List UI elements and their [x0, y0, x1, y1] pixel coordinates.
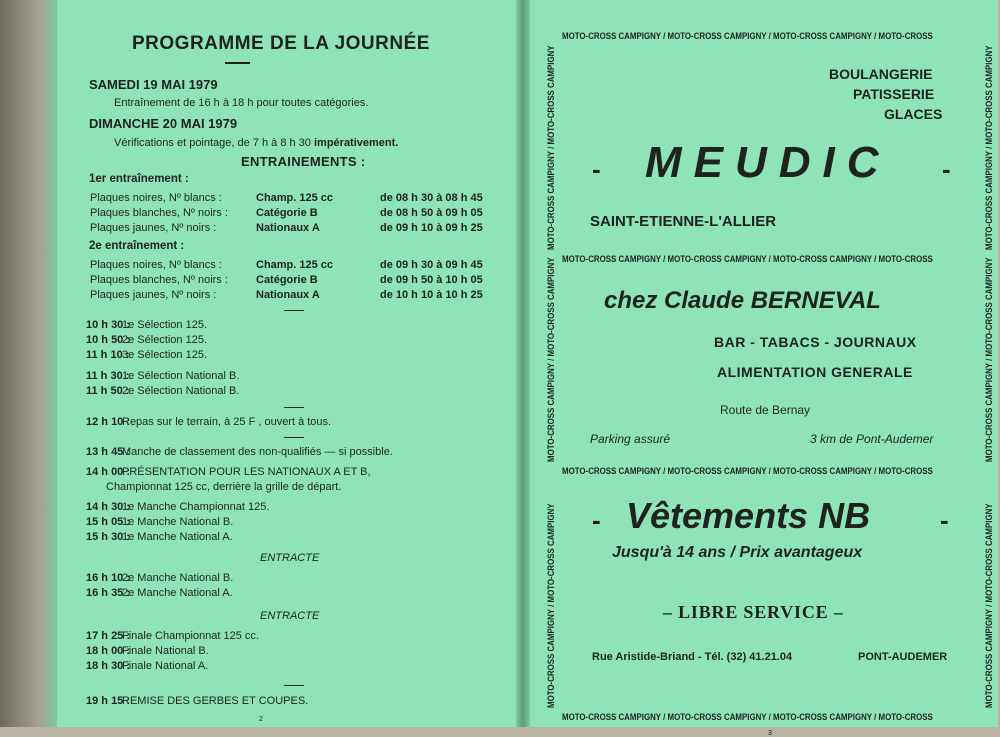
schedule-time: 19 h 15 : [86, 695, 131, 707]
ad2-distance: 3 km de Pont-Audemer [810, 432, 934, 446]
sunday-text-a: Vérifications et pointage, de 7 h à 8 h 30 [114, 137, 314, 149]
schedule-time: 15 h 30 : [86, 531, 131, 543]
training-category: Nationaux A [256, 289, 320, 301]
training-time: de 09 h 50 à 10 h 05 [380, 274, 483, 286]
vband-left-3: MOTO-CROSS CAMPIGNY / MOTO-CROSS CAMPIGNY [546, 503, 556, 708]
training-category: Catégorie B [256, 207, 318, 219]
ad2-name: chez Claude BERNEVAL [604, 287, 881, 314]
meudic-dash-right: - [942, 154, 951, 184]
entracte-1: ENTRACTE [260, 552, 320, 564]
ad3-service-label: LIBRE SERVICE [678, 602, 829, 622]
schedule-event: 1e Manche National B. [122, 516, 234, 528]
ad3-service: – LIBRE SERVICE – [663, 602, 844, 622]
band-3: MOTO-CROSS CAMPIGNY / MOTO-CROSS CAMPIGNY / MOTO-CROSS CAMPIGNY / MOTO-CROSS [562, 466, 933, 476]
training-time: de 08 h 30 à 08 h 45 [380, 192, 483, 204]
vband-left-2: MOTO-CROSS CAMPIGNY / MOTO-CROSS CAMPIGNY [546, 257, 556, 462]
ad3-tagline: Jusqu'à 14 ans / Prix avantageux [612, 544, 863, 561]
saturday-date: SAMEDI 19 MAI 1979 [89, 77, 218, 92]
second-training-heading: 2e entraînement : [89, 240, 185, 252]
schedule-time: 18 h 30 : [86, 660, 131, 672]
ad1-line3: GLACES [884, 106, 943, 122]
separator-3 [284, 437, 304, 438]
page-number-left: 2 [259, 716, 263, 723]
schedule-time: 14 h 30 : [86, 501, 131, 513]
vband-left-1: MOTO-CROSS CAMPIGNY / MOTO-CROSS CAMPIGNY [546, 45, 556, 251]
schedule-event: Championnat 125 cc, derrière la grille de départ. [106, 481, 342, 493]
vet-dash-left: - [592, 505, 601, 535]
ad3-city: PONT-AUDEMER [858, 651, 948, 663]
training-plates: Plaques blanches, Nº noirs : [90, 274, 228, 286]
separator-2 [284, 407, 304, 408]
schedule-event: Finale National A. [122, 660, 209, 672]
entracte-2: ENTRACTE [260, 610, 320, 622]
training-plates: Plaques jaunes, Nº noirs : [90, 289, 217, 301]
ad2-route: Route de Bernay [720, 403, 811, 417]
schedule-time: 16 h 35 : [86, 587, 131, 599]
schedule-event: 2e Sélection 125. [122, 334, 208, 346]
sunday-text [114, 137, 398, 149]
saturday-text: Entraînement de 16 h à 18 h pour toutes catégories. [114, 97, 369, 109]
sunday-text-b: impérativement. [313, 137, 399, 149]
band-2: MOTO-CROSS CAMPIGNY / MOTO-CROSS CAMPIGNY / MOTO-CROSS CAMPIGNY / MOTO-CROSS [562, 254, 933, 264]
training-plates: Plaques blanches, Nº noirs : [90, 207, 228, 219]
schedule-time: 10 h 30 : [86, 319, 131, 331]
schedule-time: 11 h 30 : [86, 370, 130, 382]
schedule-event: 1e Manche National A. [122, 531, 233, 543]
book-gutter [516, 0, 530, 727]
ad2-parking: Parking assuré [590, 432, 671, 446]
training-category: Champ. 125 cc [256, 192, 334, 204]
sunday-date: DIMANCHE 20 MAI 1979 [89, 116, 238, 131]
schedule-event: 2e Manche National B. [122, 572, 234, 584]
left-binding-edge [0, 0, 57, 727]
schedule-event: 2e Manche National A. [122, 587, 233, 599]
meudic-dash-left: - [592, 154, 601, 184]
schedule-time: 18 h 00 : [86, 645, 131, 657]
ad1-line2: PATISSERIE [853, 86, 935, 102]
schedule-time: 15 h 05 : [86, 516, 131, 528]
schedule-event: 1e Sélection National B. [122, 370, 240, 382]
training-plates: Plaques noires, Nº blancs : [90, 259, 222, 271]
first-training-heading: 1er entraînement : [89, 173, 189, 185]
schedule-time: 12 h 10 : [86, 416, 131, 428]
training-category: Nationaux A [256, 222, 320, 234]
schedule-time: 10 h 50 : [86, 334, 131, 346]
training-category: Champ. 125 cc [256, 259, 334, 271]
training-plates: Plaques noires, Nº blancs : [90, 192, 222, 204]
schedule-event: 2e Sélection National B. [122, 385, 240, 397]
ad3-name: Vêtements NB [626, 495, 871, 536]
schedule-time: 16 h 10 : [86, 572, 131, 584]
ad3-address: Rue Aristide-Briand - Tél. (32) 41.21.04 [592, 651, 793, 663]
schedule-time: 14 h 00 : [86, 466, 131, 478]
vband-right-1: MOTO-CROSS CAMPIGNY / MOTO-CROSS CAMPIGNY [984, 45, 994, 251]
schedule-event: 3e Sélection 125. [122, 349, 208, 361]
ad2-line1: BAR - TABACS - JOURNAUX [714, 334, 917, 350]
ad1-name: MEUDIC [645, 138, 891, 187]
ad1-town: SAINT-ETIENNE-L'ALLIER [590, 213, 777, 230]
training-category: Catégorie B [256, 274, 318, 286]
training-time: de 09 h 10 à 09 h 25 [380, 222, 483, 234]
schedule-event: Finale National B. [122, 645, 209, 657]
page-title: PROGRAMME DE LA JOURNÉE [132, 33, 430, 54]
schedule-time: 13 h 45 : [86, 446, 131, 458]
schedule-event: Manche de classement des non-qualifiés — si possible. [122, 446, 393, 458]
schedule-time: 17 h 25 : [86, 630, 131, 642]
title-underline [225, 62, 250, 64]
band-top: MOTO-CROSS CAMPIGNY / MOTO-CROSS CAMPIGNY / MOTO-CROSS CAMPIGNY / MOTO-CROSS [562, 31, 933, 41]
schedule-event: Repas sur le terrain, à 25 F , ouvert à tous. [122, 416, 332, 428]
separator-1 [284, 310, 304, 311]
schedule-time: 11 h 10 : [86, 349, 130, 361]
schedule-event: 1e Manche Championnat 125. [122, 501, 270, 513]
band-bottom: MOTO-CROSS CAMPIGNY / MOTO-CROSS CAMPIGNY / MOTO-CROSS CAMPIGNY / MOTO-CROSS [562, 712, 933, 722]
training-time: de 09 h 30 à 09 h 45 [380, 259, 483, 271]
schedule-event: Finale Championnat 125 cc. [122, 630, 259, 642]
ad2-line2: ALIMENTATION GENERALE [717, 364, 913, 380]
schedule-event: PRÉSENTATION POUR LES NATIONAUX A ET B, [122, 466, 371, 478]
separator-4 [284, 685, 304, 686]
training-time: de 10 h 10 à 10 h 25 [380, 289, 483, 301]
ad1-line1: BOULANGERIE [829, 66, 933, 82]
vet-dash-right: - [940, 505, 949, 535]
training-time: de 08 h 50 à 09 h 05 [380, 207, 483, 219]
vband-right-3: MOTO-CROSS CAMPIGNY / MOTO-CROSS CAMPIGNY [984, 503, 994, 708]
trainings-heading: ENTRAINEMENTS : [241, 154, 366, 169]
vband-right-2: MOTO-CROSS CAMPIGNY / MOTO-CROSS CAMPIGNY [984, 257, 994, 462]
training-plates: Plaques jaunes, Nº noirs : [90, 222, 217, 234]
page-number-right: 3 [768, 730, 772, 737]
schedule-time: 11 h 50 : [86, 385, 130, 397]
schedule-event: REMISE DES GERBES ET COUPES. [122, 695, 309, 707]
schedule-event: 1e Sélection 125. [122, 319, 208, 331]
